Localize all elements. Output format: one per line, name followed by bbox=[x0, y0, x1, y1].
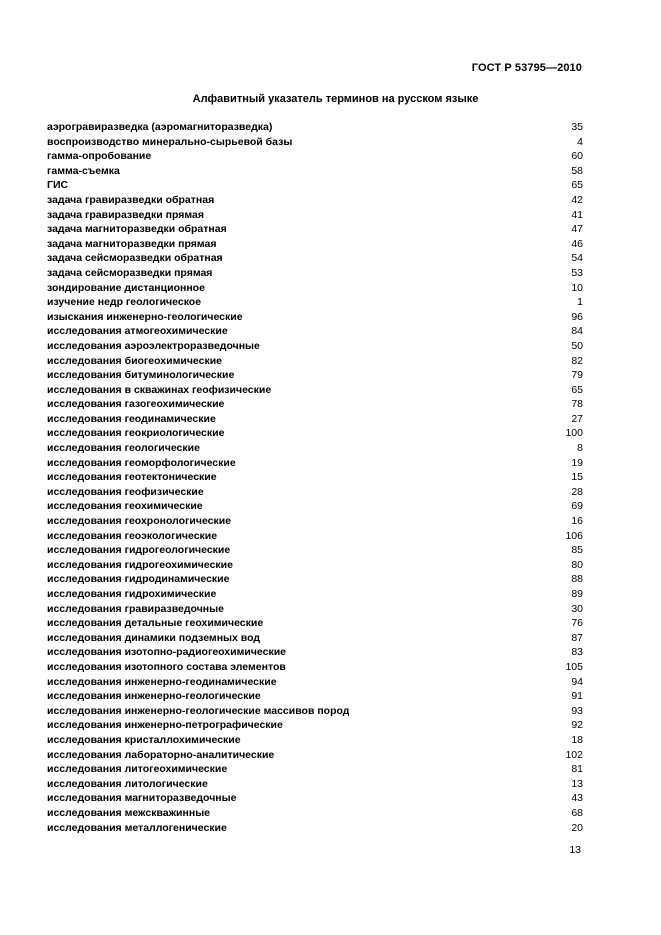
entry-page-number: 94 bbox=[571, 675, 583, 688]
entry-term: исследования в скважинах геофизические bbox=[47, 383, 272, 396]
entry-page-number: 88 bbox=[571, 573, 583, 586]
entry-term: задача магниторазведки обратная bbox=[47, 223, 227, 236]
index-entry bbox=[47, 470, 583, 485]
entry-term: исследования кристаллохимические bbox=[47, 733, 241, 746]
index-entry bbox=[47, 324, 583, 339]
entry-term: задача гравиразведки прямая bbox=[47, 208, 204, 221]
entry-term: исследования гидрогеологические bbox=[47, 544, 231, 557]
entry-term: исследования геохимические bbox=[47, 500, 203, 513]
entry-term: исследования гравиразведочные bbox=[47, 602, 224, 615]
page-number: 13 bbox=[569, 844, 581, 856]
entry-page-number: 54 bbox=[571, 252, 583, 265]
entry-term: исследования гидрогеохимические bbox=[47, 558, 233, 571]
entry-term: задача магниторазведки прямая bbox=[47, 237, 217, 250]
entry-term: исследования изотопного состава элементов bbox=[47, 660, 286, 673]
entry-page-number: 15 bbox=[571, 471, 583, 484]
entry-page-number: 87 bbox=[571, 631, 583, 644]
entry-term: исследования металлогенические bbox=[47, 821, 227, 834]
entry-page-number: 28 bbox=[571, 485, 583, 498]
entry-term: гамма-съемка bbox=[47, 164, 120, 177]
entry-term: исследования литогеохимические bbox=[47, 763, 228, 776]
entry-term: исследования битуминологические bbox=[47, 369, 235, 382]
index-entry bbox=[47, 237, 583, 252]
index-entry bbox=[47, 762, 583, 777]
entry-term: исследования инженерно-геодинамические bbox=[47, 675, 277, 688]
entry-page-number: 93 bbox=[571, 704, 583, 717]
index-entry bbox=[47, 704, 583, 719]
entry-page-number: 91 bbox=[571, 690, 583, 703]
entry-page-number: 100 bbox=[565, 427, 583, 440]
entry-page-number: 76 bbox=[571, 617, 583, 630]
index-entry bbox=[47, 281, 583, 296]
index-entry bbox=[47, 660, 583, 675]
index-entry bbox=[47, 514, 583, 529]
entry-page-number: 4 bbox=[577, 135, 583, 148]
index-entry bbox=[47, 587, 583, 602]
entry-term: исследования геологические bbox=[47, 442, 200, 455]
standard-code: ГОСТ Р 53795—2010 bbox=[471, 62, 582, 74]
entry-term: зондирование дистанционное bbox=[47, 281, 205, 294]
index-entry bbox=[47, 383, 583, 398]
entry-page-number: 18 bbox=[571, 733, 583, 746]
entry-term: изучение недр геологическое bbox=[47, 296, 202, 309]
index-entry bbox=[47, 310, 583, 325]
entry-page-number: 60 bbox=[571, 150, 583, 163]
entry-page-number: 47 bbox=[571, 223, 583, 236]
index-entry bbox=[47, 222, 583, 237]
entry-page-number: 41 bbox=[571, 208, 583, 221]
entry-page-number: 46 bbox=[571, 237, 583, 250]
entry-page-number: 10 bbox=[571, 281, 583, 294]
index-entry bbox=[47, 208, 583, 223]
entry-term: гамма-опробование bbox=[47, 150, 152, 163]
index-entry bbox=[47, 441, 583, 456]
entry-page-number: 65 bbox=[571, 179, 583, 192]
entry-page-number: 13 bbox=[571, 777, 583, 790]
entry-page-number: 96 bbox=[571, 310, 583, 323]
entry-page-number: 83 bbox=[571, 646, 583, 659]
entry-term: исследования инженерно-петрографические bbox=[47, 719, 283, 732]
entry-term: исследования лабораторно-аналитические bbox=[47, 748, 275, 761]
index-entry bbox=[47, 718, 583, 733]
entry-page-number: 53 bbox=[571, 266, 583, 279]
entry-page-number: 8 bbox=[577, 442, 583, 455]
index-entry bbox=[47, 821, 583, 836]
entry-term: исследования динамики подземных вод bbox=[47, 631, 261, 644]
index-entry bbox=[47, 149, 583, 164]
entry-page-number: 58 bbox=[571, 164, 583, 177]
entry-term: исследования литологические bbox=[47, 777, 208, 790]
index-entry bbox=[47, 251, 583, 266]
entry-page-number: 50 bbox=[571, 339, 583, 352]
entry-term: исследования геоморфологические bbox=[47, 456, 236, 469]
index-entry bbox=[47, 426, 583, 441]
entry-page-number: 82 bbox=[571, 354, 583, 367]
entry-term: изыскания инженерно-геологические bbox=[47, 310, 243, 323]
entry-page-number: 30 bbox=[571, 602, 583, 615]
entry-term: исследования атмогеохимические bbox=[47, 325, 228, 338]
index-entry bbox=[47, 193, 583, 208]
index-entry bbox=[47, 485, 583, 500]
entry-page-number: 81 bbox=[571, 763, 583, 776]
entry-page-number: 42 bbox=[571, 193, 583, 206]
index-entry bbox=[47, 675, 583, 690]
index-entry bbox=[47, 499, 583, 514]
entry-term: воспроизводство минерально-сырьевой базы bbox=[47, 135, 293, 148]
entry-page-number: 84 bbox=[571, 325, 583, 338]
entry-term: исследования изотопно-радиогеохимические bbox=[47, 646, 287, 659]
entry-term: задача гравиразведки обратная bbox=[47, 193, 215, 206]
index-entry bbox=[47, 616, 583, 631]
index-entry bbox=[47, 631, 583, 646]
entry-page-number: 19 bbox=[571, 456, 583, 469]
index-entry bbox=[47, 806, 583, 821]
index-title: Алфавитный указатель терминов на русском языке bbox=[192, 93, 479, 105]
entry-page-number: 102 bbox=[565, 748, 583, 761]
entry-page-number: 65 bbox=[571, 383, 583, 396]
index-entry bbox=[47, 295, 583, 310]
index-entry bbox=[47, 529, 583, 544]
index-entry bbox=[47, 791, 583, 806]
entry-term: исследования аэроэлектроразведочные bbox=[47, 339, 260, 352]
index-entry bbox=[47, 354, 583, 369]
entry-page-number: 68 bbox=[571, 806, 583, 819]
index-entry bbox=[47, 120, 583, 135]
entry-term: исследования биогеохимические bbox=[47, 354, 223, 367]
index-entry bbox=[47, 777, 583, 792]
entry-term: ГИС bbox=[47, 179, 69, 192]
index-entry bbox=[47, 135, 583, 150]
index-entry bbox=[47, 748, 583, 763]
entry-term: аэрогравиразведка (аэромагниторазведка) bbox=[47, 121, 273, 133]
entry-page-number: 78 bbox=[571, 398, 583, 411]
entry-term: задача сейсморазведки прямая bbox=[47, 266, 213, 279]
entry-term: исследования газогеохимические bbox=[47, 398, 225, 411]
entry-term: исследования гидрохимические bbox=[47, 588, 217, 600]
entry-term: исследования магниторазведочные bbox=[47, 792, 237, 805]
index-entry bbox=[47, 733, 583, 748]
index-entry bbox=[47, 645, 583, 660]
index-entry bbox=[47, 164, 583, 179]
entry-page-number: 92 bbox=[571, 719, 583, 732]
entry-term: исследования геохронологические bbox=[47, 515, 232, 528]
entry-term: исследования геотектонические bbox=[47, 471, 217, 484]
entry-term: исследования геодинамические bbox=[47, 412, 216, 425]
index-entry bbox=[47, 412, 583, 427]
entry-term: исследования геоэкологические bbox=[47, 529, 218, 542]
index-entry bbox=[47, 266, 583, 281]
entry-term: исследования инженерно-геологические bbox=[47, 690, 261, 703]
entry-page-number: 1 bbox=[577, 296, 583, 309]
index-entry bbox=[47, 339, 583, 354]
index-entry bbox=[47, 689, 583, 704]
entry-page-number: 89 bbox=[571, 588, 583, 600]
entry-page-number: 80 bbox=[571, 558, 583, 571]
entry-term: исследования инженерно-геологические массивов пород bbox=[47, 704, 350, 717]
index-entry bbox=[47, 543, 583, 558]
index-entry bbox=[47, 178, 583, 193]
entry-page-number: 16 bbox=[571, 515, 583, 528]
index-entry bbox=[47, 397, 583, 412]
index-entry bbox=[47, 368, 583, 383]
entry-page-number: 69 bbox=[571, 500, 583, 513]
entry-term: исследования геофизические bbox=[47, 485, 204, 498]
index-entry bbox=[47, 558, 583, 573]
entry-page-number: 20 bbox=[571, 821, 583, 834]
index-entry bbox=[47, 456, 583, 471]
entry-term: исследования детальные геохимические bbox=[47, 617, 264, 630]
term-index-list bbox=[47, 120, 583, 835]
index-entry bbox=[47, 602, 583, 617]
entry-page-number: 85 bbox=[571, 544, 583, 557]
entry-term: исследования геокриологические bbox=[47, 427, 225, 440]
entry-page-number: 105 bbox=[565, 660, 583, 673]
entry-term: задача сейсморазведки обратная bbox=[47, 252, 223, 265]
entry-page-number: 79 bbox=[571, 369, 583, 382]
entry-page-number: 43 bbox=[571, 792, 583, 805]
entry-page-number: 106 bbox=[565, 529, 583, 542]
entry-term: исследования межскважинные bbox=[47, 806, 210, 819]
entry-term: исследования гидродинамические bbox=[47, 573, 230, 586]
entry-page-number: 35 bbox=[571, 121, 583, 133]
index-entry bbox=[47, 572, 583, 587]
entry-page-number: 27 bbox=[571, 412, 583, 425]
